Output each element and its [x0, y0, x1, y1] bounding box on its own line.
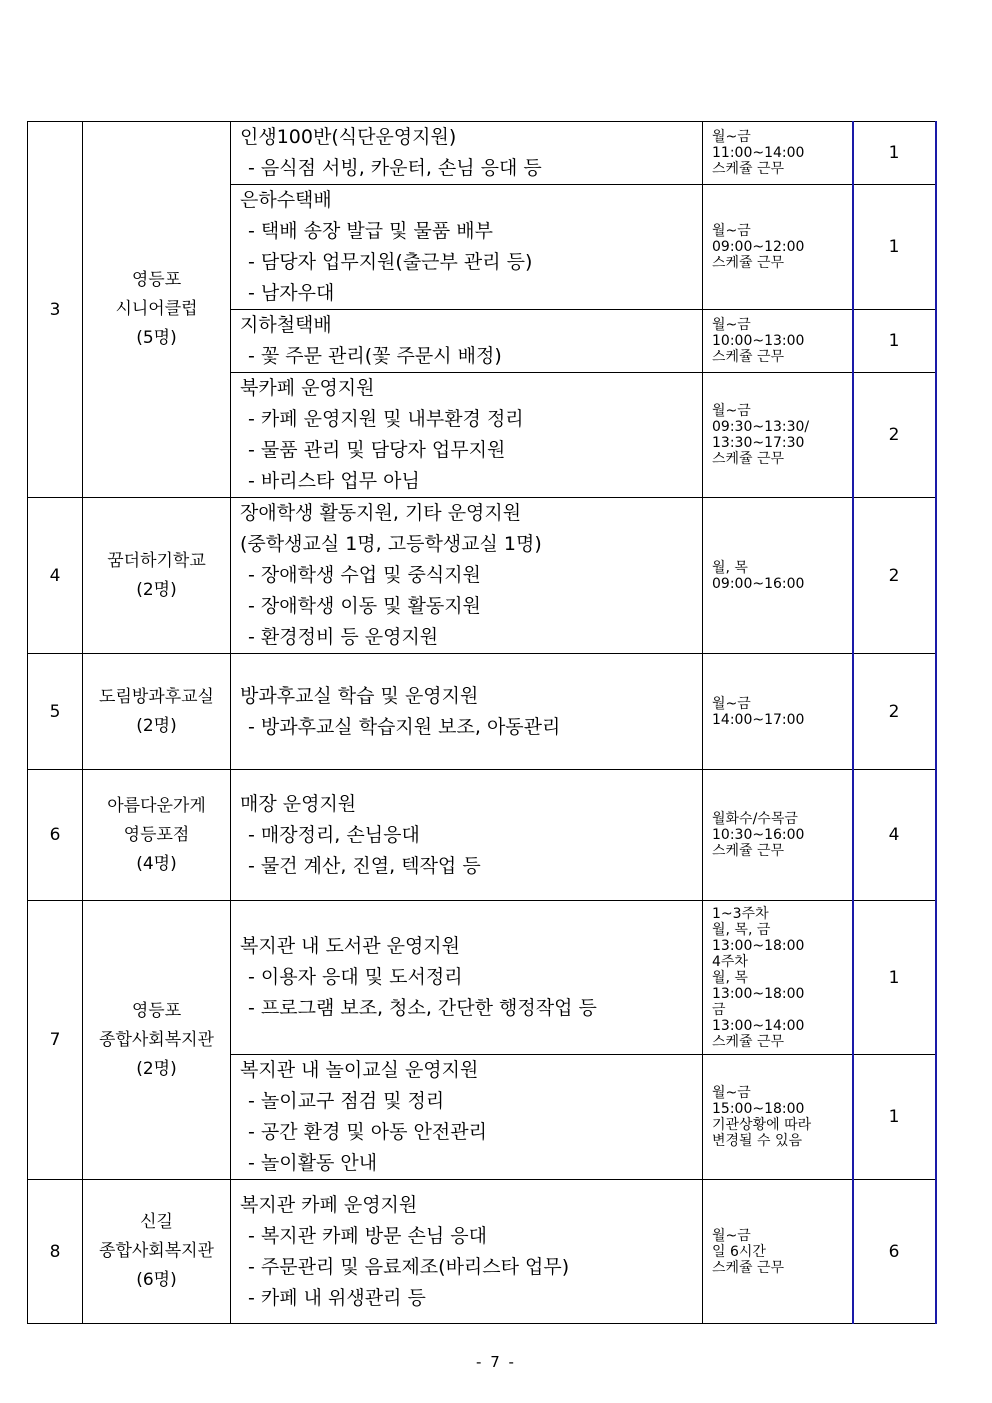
- task-title: 매장 운영지원: [240, 792, 357, 815]
- organization-line: 종합사회복지관: [99, 1029, 214, 1050]
- task-item: - 물품 관리 및 담당자 업무지원: [248, 439, 506, 461]
- task-item: - 바리스타 업무 아님: [248, 470, 420, 492]
- schedule-line: 13:00~18:00: [712, 937, 805, 954]
- organization-line: (4명): [136, 853, 177, 874]
- schedule-line: 월~금: [712, 129, 751, 145]
- schedule-line: 14:00~17:00: [712, 711, 805, 728]
- page-number: - 7 -: [476, 1353, 516, 1371]
- task-item: - 주문관리 및 음료제조(바리스타 업무): [248, 1255, 570, 1278]
- table-row: [28, 122, 936, 185]
- table-body: [28, 122, 936, 1324]
- schedule-cell: [703, 654, 853, 770]
- task-title: 복지관 내 도서관 운영지원: [240, 935, 461, 957]
- task-cell: [231, 310, 703, 373]
- schedule-line: 기관상황에 따라: [712, 1117, 812, 1133]
- task-item: - 매장정리, 손님응대: [248, 823, 420, 846]
- schedule-line: 4주차: [712, 953, 748, 970]
- schedule-line: 스케쥴 근무: [712, 451, 785, 467]
- schedule-line: 월~금: [712, 695, 751, 712]
- task-title: 장애학생 활동지원, 기타 운영지원: [240, 502, 522, 524]
- schedule-line: 월화수/수목금: [712, 811, 798, 827]
- task-cell: [231, 122, 703, 185]
- schedule-cell: [703, 185, 853, 310]
- headcount-cell: 6: [853, 1180, 936, 1324]
- task-title: 복지관 카페 운영지원: [240, 1193, 418, 1216]
- row-number: 8: [28, 1180, 83, 1324]
- organization-line: (2명): [136, 715, 177, 736]
- schedule-line: 13:00~18:00: [712, 985, 805, 1002]
- schedule-line: 월, 목: [712, 559, 748, 576]
- task-item: - 물건 계산, 진열, 텍작업 등: [248, 854, 481, 877]
- schedule-cell: [703, 498, 853, 654]
- schedule-line: 09:00~12:00: [712, 239, 805, 255]
- task-cell: [231, 770, 703, 901]
- schedule-line: 스케쥴 근무: [712, 349, 785, 365]
- task-title: 은하수택배: [240, 189, 332, 211]
- schedule-line: 13:00~14:00: [712, 1017, 805, 1034]
- task-cell: [231, 901, 703, 1055]
- schedule-line: 월~금: [712, 1085, 751, 1101]
- row-number: 4: [28, 498, 83, 654]
- organization-cell: [83, 498, 231, 654]
- row-number: 3: [28, 122, 83, 498]
- headcount-cell: 2: [853, 373, 936, 498]
- schedule-cell: [703, 1055, 853, 1180]
- task-item: (중학생교실 1명, 고등학생교실 1명): [240, 533, 542, 555]
- task-item: - 택배 송장 발급 및 물품 배부: [248, 220, 493, 242]
- task-item: - 꽃 주문 관리(꽃 주문시 배정): [248, 345, 502, 367]
- organization-line: 시니어클럽: [115, 299, 198, 319]
- task-cell: [231, 1180, 703, 1324]
- schedule-line: 월, 목: [712, 969, 748, 986]
- organization-line: 꿈더하기학교: [107, 550, 206, 571]
- schedule-line: 11:00~14:00: [712, 145, 805, 161]
- organization-line: (2명): [136, 1058, 177, 1079]
- schedule-line: 스케쥴 근무: [712, 843, 785, 859]
- table-row: [28, 498, 936, 654]
- task-cell: [231, 185, 703, 310]
- schedule-line: 1~3주차: [712, 905, 769, 922]
- organization-cell: [83, 122, 231, 498]
- task-cell: [231, 654, 703, 770]
- headcount-cell: 1: [853, 122, 936, 185]
- schedule-line: 월~금: [712, 223, 751, 239]
- organization-cell: [83, 901, 231, 1180]
- row-number: 5: [28, 654, 83, 770]
- task-item: - 방과후교실 학습지원 보조, 아동관리: [248, 715, 561, 738]
- organization-line: 아름다운가게: [107, 795, 206, 816]
- task-item: - 공간 환경 및 아동 안전관리: [248, 1121, 487, 1143]
- task-title: 지하철택배: [240, 314, 332, 336]
- schedule-line: 스케쥴 근무: [712, 1033, 785, 1050]
- task-item: - 이용자 응대 및 도서정리: [248, 966, 463, 988]
- organization-line: 영등포점: [123, 824, 190, 845]
- task-cell: [231, 373, 703, 498]
- organization-cell: [83, 654, 231, 770]
- task-title: 북카페 운영지원: [240, 377, 375, 399]
- task-item: - 장애학생 수업 및 중식지원: [248, 564, 481, 586]
- organization-cell: [83, 770, 231, 901]
- schedule-line: 10:00~13:00: [712, 333, 805, 349]
- headcount-cell: 4: [853, 770, 936, 901]
- organization-line: 영등포: [131, 1000, 182, 1021]
- table-row: [28, 770, 936, 901]
- schedule-line: 15:00~18:00: [712, 1101, 805, 1117]
- organization-line: 신길: [140, 1212, 173, 1232]
- task-item: - 카페 내 위생관리 등: [248, 1286, 426, 1309]
- organization-line: 종합사회복지관: [99, 1241, 214, 1261]
- row-number: 7: [28, 901, 83, 1180]
- schedule-line: 일 6시간: [712, 1243, 766, 1260]
- task-item: - 카페 운영지원 및 내부환경 정리: [248, 408, 524, 430]
- headcount-cell: 2: [853, 654, 936, 770]
- organization-line: 도림방과후교실: [99, 686, 214, 707]
- headcount-cell: 1: [853, 901, 936, 1055]
- schedule-line: 스케쥴 근무: [712, 161, 785, 177]
- organization-line: 영등포: [131, 270, 182, 290]
- task-item: - 장애학생 이동 및 활동지원: [248, 595, 481, 617]
- organization-line: (2명): [136, 579, 177, 600]
- table-row: [28, 901, 936, 1055]
- task-item: - 담당자 업무지원(출근부 관리 등): [248, 251, 533, 273]
- row-number: 6: [28, 770, 83, 901]
- task-item: - 남자우대: [248, 282, 335, 304]
- organization-line: (6명): [136, 1270, 177, 1290]
- task-item: - 놀이활동 안내: [248, 1152, 378, 1174]
- task-title: 방과후교실 학습 및 운영지원: [240, 684, 479, 707]
- task-cell: [231, 1055, 703, 1180]
- task-item: - 음식점 서빙, 카운터, 손님 응대 등: [248, 157, 542, 179]
- schedule-line: 월, 목, 금: [712, 921, 771, 938]
- schedule-cell: [703, 310, 853, 373]
- schedule-line: 월~금: [712, 403, 751, 419]
- schedule-line: 13:30~17:30: [712, 435, 805, 451]
- table-row: [28, 1180, 936, 1324]
- schedule-cell: [703, 1180, 853, 1324]
- schedule-line: 09:00~16:00: [712, 575, 805, 592]
- headcount-cell: 2: [853, 498, 936, 654]
- schedule-line: 스케쥴 근무: [712, 1259, 785, 1276]
- task-item: - 놀이교구 점검 및 정리: [248, 1090, 445, 1112]
- headcount-cell: 1: [853, 185, 936, 310]
- schedule-line: 10:30~16:00: [712, 827, 805, 843]
- headcount-cell: 1: [853, 1055, 936, 1180]
- schedule-line: 변경될 수 있음: [712, 1133, 803, 1149]
- schedule-cell: [703, 770, 853, 901]
- headcount-cell: 1: [853, 310, 936, 373]
- schedule-cell: [703, 122, 853, 185]
- placement-table: [27, 121, 937, 1324]
- task-item: - 프로그램 보조, 청소, 간단한 행정작업 등: [248, 997, 597, 1019]
- organization-line: (5명): [136, 328, 177, 348]
- organization-cell: [83, 1180, 231, 1324]
- schedule-line: 금: [712, 1001, 726, 1018]
- schedule-line: 09:30~13:30/: [712, 419, 810, 435]
- task-cell: [231, 498, 703, 654]
- task-title: 인생100반(식단운영지원): [240, 126, 457, 148]
- task-item: - 환경정비 등 운영지원: [248, 626, 439, 648]
- schedule-line: 월~금: [712, 1227, 751, 1244]
- task-title: 복지관 내 놀이교실 운영지원: [240, 1059, 479, 1081]
- schedule-line: 월~금: [712, 317, 751, 333]
- schedule-cell: [703, 373, 853, 498]
- task-item: - 복지관 카페 방문 손님 응대: [248, 1224, 487, 1247]
- schedule-line: 스케쥴 근무: [712, 255, 785, 271]
- table-row: [28, 654, 936, 770]
- schedule-cell: [703, 901, 853, 1055]
